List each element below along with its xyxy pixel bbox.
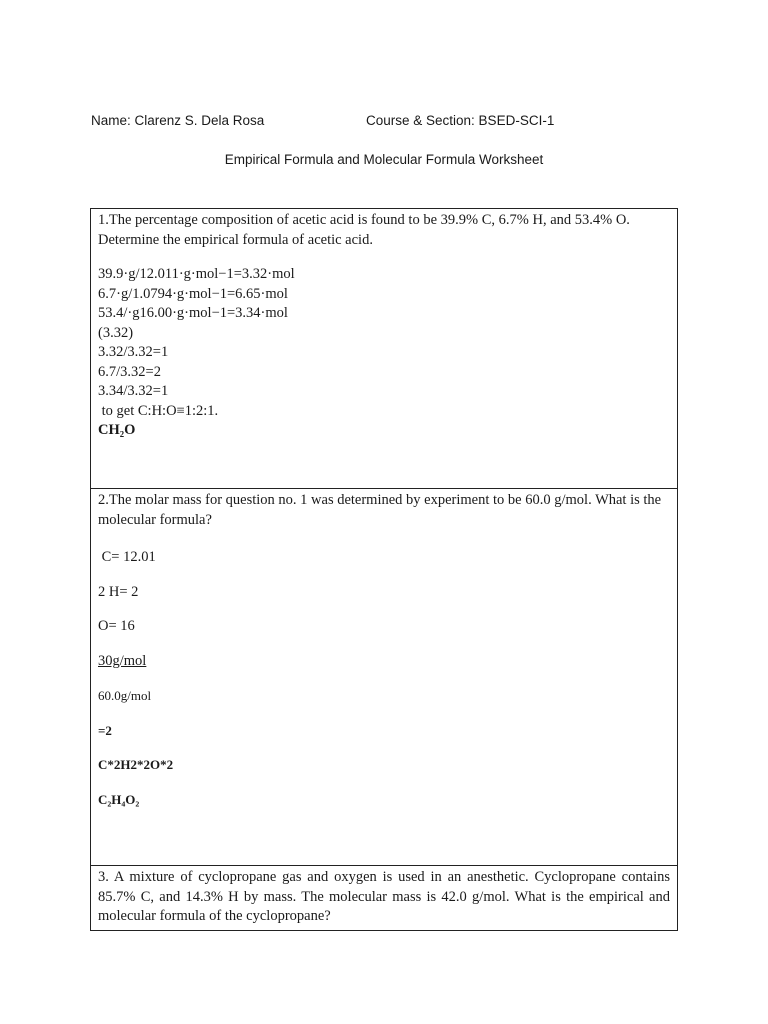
given-molar-mass: 60.0g/mol	[98, 688, 152, 703]
hydrogen-mass: 2 H= 2	[98, 583, 139, 600]
question-2-answer: C₂H₄O₂	[98, 791, 140, 807]
worksheet-title: Empirical Formula and Molecular Formula Worksheet	[224, 152, 544, 167]
question-2-cell	[91, 489, 677, 866]
work-line: to get C:H:O≡1:2:1.	[98, 402, 219, 419]
question-3-cell	[91, 866, 677, 930]
question-1-text: 1.The percentage composition of acetic acid is found to be 39.9% C, 6.7% H, and 53.4% O. Determine the empirical formula of acetic acid.	[98, 212, 630, 248]
work-line: 6.7·g/1.0794·g·mol−1=6.65·mol	[98, 285, 288, 302]
question-3-text: 3. A mixture of cyclopropane gas and oxygen is used in an anesthetic. Cyclopropane contains 85.7% C, and 14.3% H by mass. The molecular mass is 42.0 g/mol. What is the empirical and molecular formula of the cyclopropane?	[98, 869, 670, 924]
course-section: Course & Section: BSED-SCI-1	[366, 113, 555, 128]
work-line: 53.4/·g16.00·g·mol−1=3.34·mol	[98, 305, 288, 321]
work-line: (3.32)	[98, 324, 134, 341]
multiplication-line: C*2H2*2O*2	[98, 757, 174, 772]
ratio-result: =2	[98, 722, 112, 738]
work-line: 3.32/3.32=1	[98, 344, 169, 360]
student-name: Name: Clarenz S. Dela Rosa	[91, 113, 265, 128]
question-2-text: 2.The molar mass for question no. 1 was determined by experiment to be 60.0 g/mol. What is the molecular formula?	[98, 492, 662, 528]
carbon-mass: C= 12.01	[98, 549, 156, 565]
empirical-mass: 30g/mol	[98, 652, 147, 669]
work-line: 3.34/3.32=1	[98, 383, 169, 399]
question-1-work	[98, 265, 670, 441]
work-line: 6.7/3.32=2	[98, 363, 161, 380]
worksheet-table	[90, 208, 678, 931]
oxygen-mass: O= 16	[98, 618, 135, 634]
question-1-answer: CH₂O	[98, 422, 136, 438]
question-1-cell	[91, 209, 677, 489]
work-line: 39.9·g/12.011·g·mol−1=3.32·mol	[98, 266, 295, 282]
